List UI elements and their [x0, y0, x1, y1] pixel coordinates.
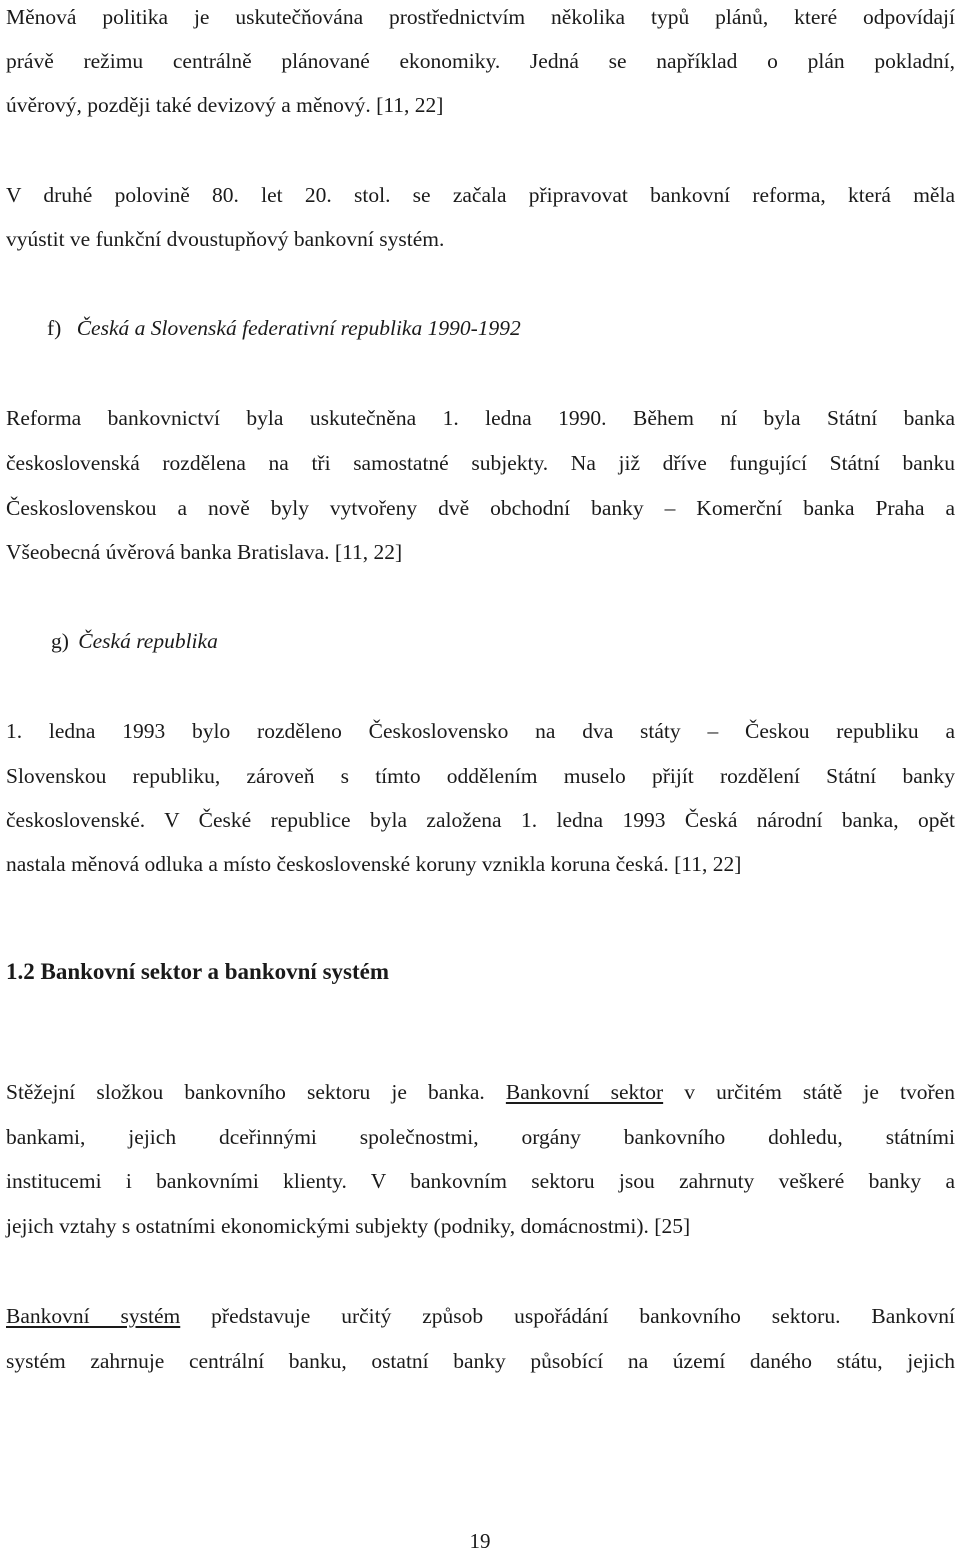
paragraph-line: československá rozdělena na tři samostatné subjekty. Na již dříve fungující Státní banku [6, 451, 955, 475]
paragraph-line: systém zahrnuje centrální banku, ostatní banky působící na území daného státu, jejich [6, 1349, 955, 1373]
heading-marker: g) [51, 629, 69, 653]
paragraph-line: vyústit ve funkční dvoustupňový bankovní systém. [6, 227, 445, 251]
paragraph-line: československé. V České republice byla založena 1. ledna 1993 Česká národní banka, opět [6, 808, 955, 832]
paragraph-line [6, 1302, 955, 1330]
subsection-heading-g [51, 627, 960, 655]
paragraph-line [6, 1078, 955, 1106]
paragraph-line: úvěrový, později také devizový a měnový. [11, 22] [6, 93, 444, 117]
term-bankovni-sektor: Bankovní sektor [505, 1080, 664, 1104]
paragraph-line: institucemi i bankovními klienty. V bankovním sektoru jsou zahrnuty veškeré banky a [6, 1169, 955, 1193]
term-bankovni-system: Bankovní systém [6, 1304, 181, 1328]
page-number: 19 [469, 1529, 491, 1553]
paragraph-line: Československou a nově byly vytvořeny dvě obchodní banky – Komerční banka Praha a [6, 496, 955, 520]
section-heading: 1.2 Bankovní sektor a bankovní systém [6, 959, 389, 984]
heading-marker: f) [47, 316, 62, 340]
paragraph-line: V druhé polovině 80. let 20. stol. se začala připravovat bankovní reforma, která měla [6, 183, 955, 207]
text-run: představuje určitý způsob uspořádání bankovního sektoru. Bankovní [180, 1304, 955, 1328]
paragraph-line: právě režimu centrálně plánované ekonomiky. Jedná se například o plán pokladní, [6, 49, 955, 73]
subsection-heading-f [47, 314, 960, 342]
paragraph-line: Měnová politika je uskutečňována prostřednictvím několika typů plánů, které odpovídají [6, 5, 955, 29]
paragraph-line: Reforma bankovnictví byla uskutečněna 1. ledna 1990. Během ní byla Státní banka [6, 406, 955, 430]
paragraph-line: 1. ledna 1993 bylo rozděleno Československo na dva státy – Českou republiku a [6, 719, 955, 743]
paragraph-line: Všeobecná úvěrová banka Bratislava. [11, 22] [6, 540, 403, 564]
paragraph-line: nastala měnová odluka a místo československé koruny vznikla koruna česká. [11, 22] [6, 852, 742, 876]
heading-title: Česká republika [78, 629, 218, 653]
paragraph-line: jejich vztahy s ostatními ekonomickými subjekty (podniky, domácnostmi). [25] [6, 1214, 691, 1238]
text-run: Stěžejní složkou bankovního sektoru je banka. [6, 1080, 506, 1104]
paragraph-line: bankami, jejich dceřinnými společnostmi, orgány bankovního dohledu, státními [6, 1125, 955, 1149]
paragraph-line: Slovenskou republiku, zároveň s tímto oddělením muselo přijít rozdělení Státní banky [6, 764, 955, 788]
heading-title: Česká a Slovenská federativní republika 1990-1992 [76, 316, 521, 340]
text-run: v určitém státě je tvořen [663, 1080, 955, 1104]
